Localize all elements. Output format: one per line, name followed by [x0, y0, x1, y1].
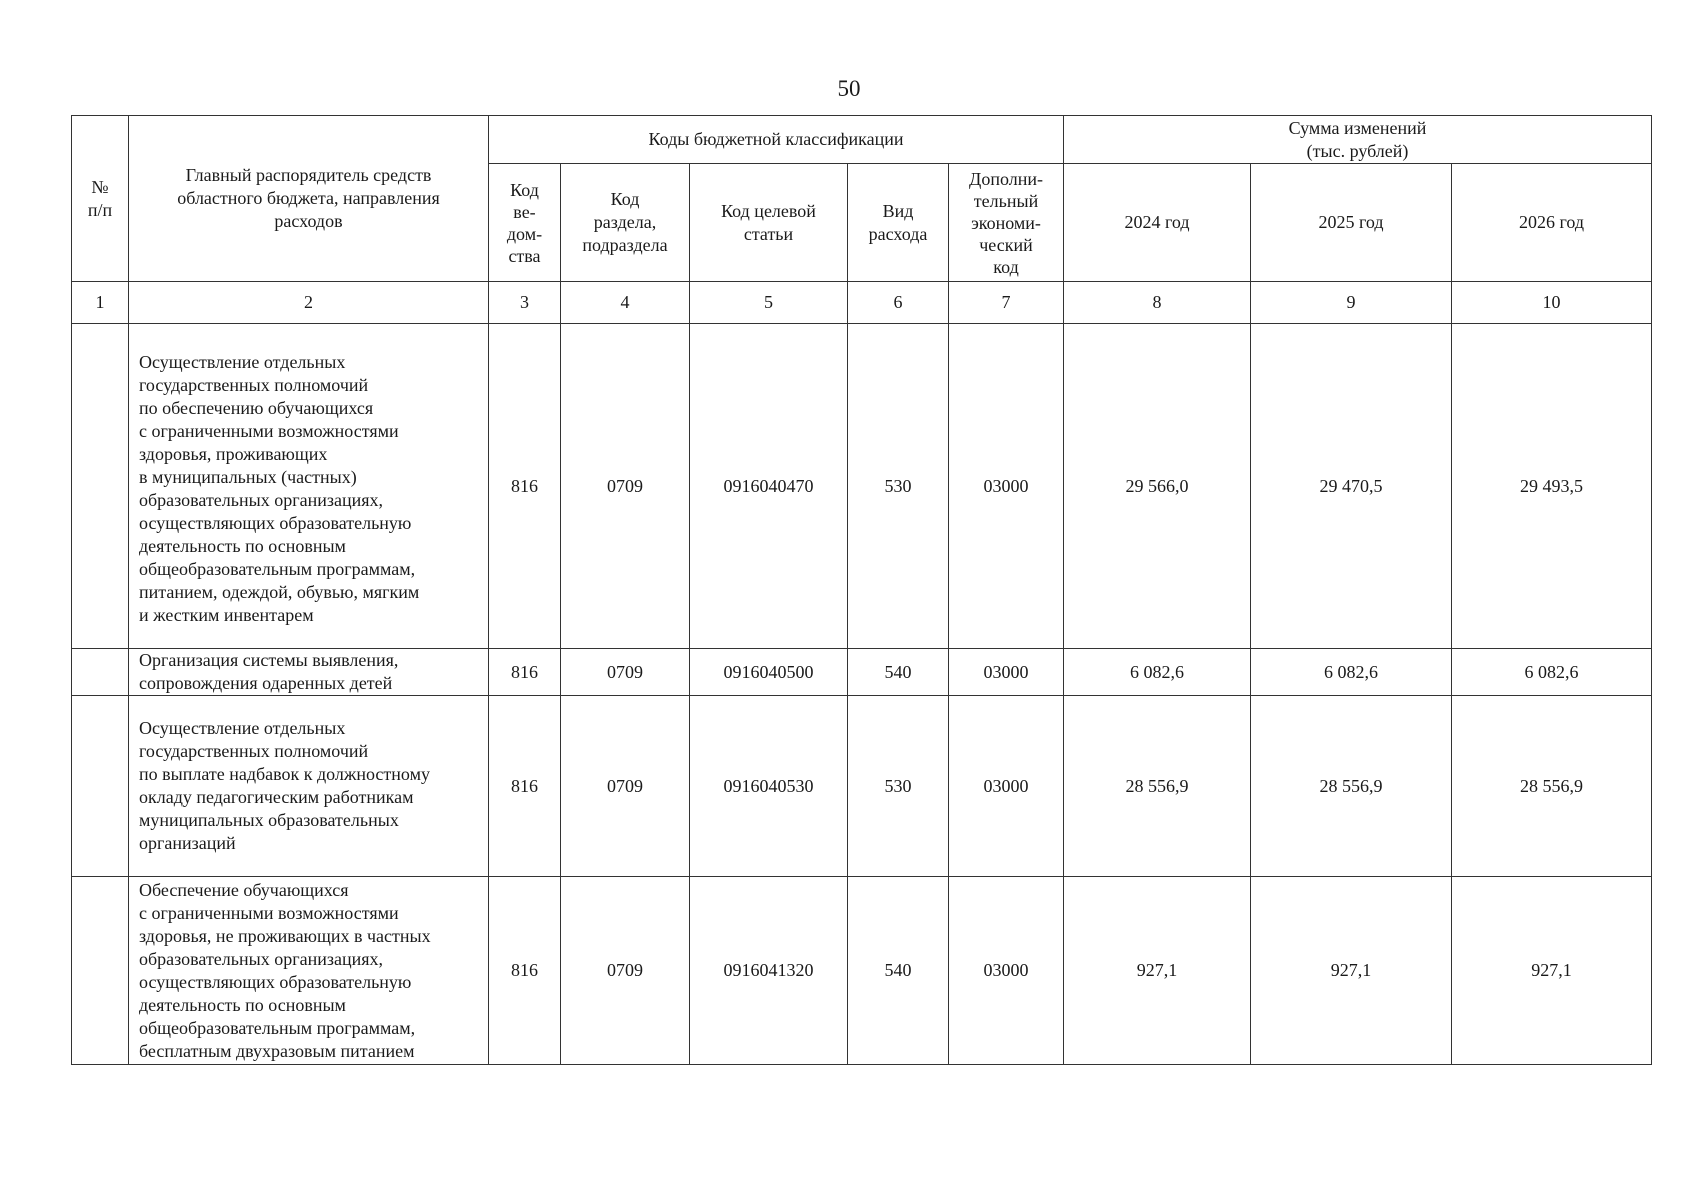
row-amount-2024: 28 556,9: [1064, 696, 1251, 877]
header-code-dept: Код ве- дом- ства: [489, 164, 561, 282]
column-number: 8: [1064, 282, 1251, 324]
header-main-distributor: Главный распорядитель средств областного бюджета, направления расходов: [129, 116, 489, 282]
column-number: 6: [848, 282, 949, 324]
row-section: 0709: [561, 877, 690, 1065]
row-description: Осуществление отдельных государственных полномочий по обеспечению обучающихся с ограниченными возможностями здоровья, проживающих в муниципальных (частных) образовательных организациях, осуществляющих образовательную деятельность по основным общеобразовательным программам, питанием, одеждой, обувью, мягким и жестким инвентарем: [129, 324, 489, 649]
column-number: 2: [129, 282, 489, 324]
row-section: 0709: [561, 324, 690, 649]
row-amount-2026: 927,1: [1452, 877, 1652, 1065]
table-row: [72, 649, 1652, 696]
row-econ: 03000: [949, 877, 1064, 1065]
row-amount-2024: 927,1: [1064, 877, 1251, 1065]
row-target: 0916040500: [690, 649, 848, 696]
column-number: 7: [949, 282, 1064, 324]
row-description: Осуществление отдельных государственных полномочий по выплате надбавок к должностному окладу педагогическим работникам муниципальных образовательных организаций: [129, 696, 489, 877]
column-number: 9: [1251, 282, 1452, 324]
header-num: № п/п: [72, 116, 129, 282]
header-year-2026: 2026 год: [1452, 164, 1652, 282]
row-amount-2026: 29 493,5: [1452, 324, 1652, 649]
header-code-expense: Вид расхода: [848, 164, 949, 282]
row-target: 0916041320: [690, 877, 848, 1065]
table-row: [72, 696, 1652, 877]
column-number-row: [72, 282, 1652, 324]
header-year-2024: 2024 год: [1064, 164, 1251, 282]
column-number: 10: [1452, 282, 1652, 324]
header-code-target: Код целевой статьи: [690, 164, 848, 282]
row-expense: 530: [848, 696, 949, 877]
row-num: [72, 696, 129, 877]
column-number: 4: [561, 282, 690, 324]
row-num: [72, 649, 129, 696]
row-amount-2024: 29 566,0: [1064, 324, 1251, 649]
row-dept: 816: [489, 324, 561, 649]
row-amount-2024: 6 082,6: [1064, 649, 1251, 696]
row-amount-2026: 6 082,6: [1452, 649, 1652, 696]
row-description: Организация системы выявления, сопровождения одаренных детей: [129, 649, 489, 696]
column-number: 3: [489, 282, 561, 324]
column-number: 1: [72, 282, 129, 324]
header-year-2025: 2025 год: [1251, 164, 1452, 282]
row-section: 0709: [561, 649, 690, 696]
row-dept: 816: [489, 696, 561, 877]
row-target: 0916040470: [690, 324, 848, 649]
column-number: 5: [690, 282, 848, 324]
row-amount-2025: 29 470,5: [1251, 324, 1452, 649]
row-expense: 540: [848, 877, 949, 1065]
row-expense: 530: [848, 324, 949, 649]
row-target: 0916040530: [690, 696, 848, 877]
row-econ: 03000: [949, 324, 1064, 649]
budget-table: [71, 115, 1652, 1065]
header-sum-group: Сумма изменений (тыс. рублей): [1064, 116, 1652, 164]
header-row-1: [72, 116, 1652, 164]
row-dept: 816: [489, 649, 561, 696]
table-row: [72, 324, 1652, 649]
row-dept: 816: [489, 877, 561, 1065]
row-section: 0709: [561, 696, 690, 877]
row-amount-2025: 927,1: [1251, 877, 1452, 1065]
row-econ: 03000: [949, 649, 1064, 696]
page-number: 50: [837, 76, 861, 101]
row-amount-2025: 28 556,9: [1251, 696, 1452, 877]
table-row: [72, 877, 1652, 1065]
row-num: [72, 324, 129, 649]
row-econ: 03000: [949, 696, 1064, 877]
row-description: Обеспечение обучающихся с ограниченными возможностями здоровья, не проживающих в частных образовательных организациях, осуществляющих образовательную деятельность по основным общеобразовательным программам, бесплатным двухразовым питанием: [129, 877, 489, 1065]
row-expense: 540: [848, 649, 949, 696]
row-amount-2026: 28 556,9: [1452, 696, 1652, 877]
row-num: [72, 877, 129, 1065]
header-codes-group: Коды бюджетной классификации: [489, 116, 1064, 164]
header-code-econ: Дополни- тельный экономи- ческий код: [949, 164, 1064, 282]
header-code-section: Код раздела, подраздела: [561, 164, 690, 282]
row-amount-2025: 6 082,6: [1251, 649, 1452, 696]
